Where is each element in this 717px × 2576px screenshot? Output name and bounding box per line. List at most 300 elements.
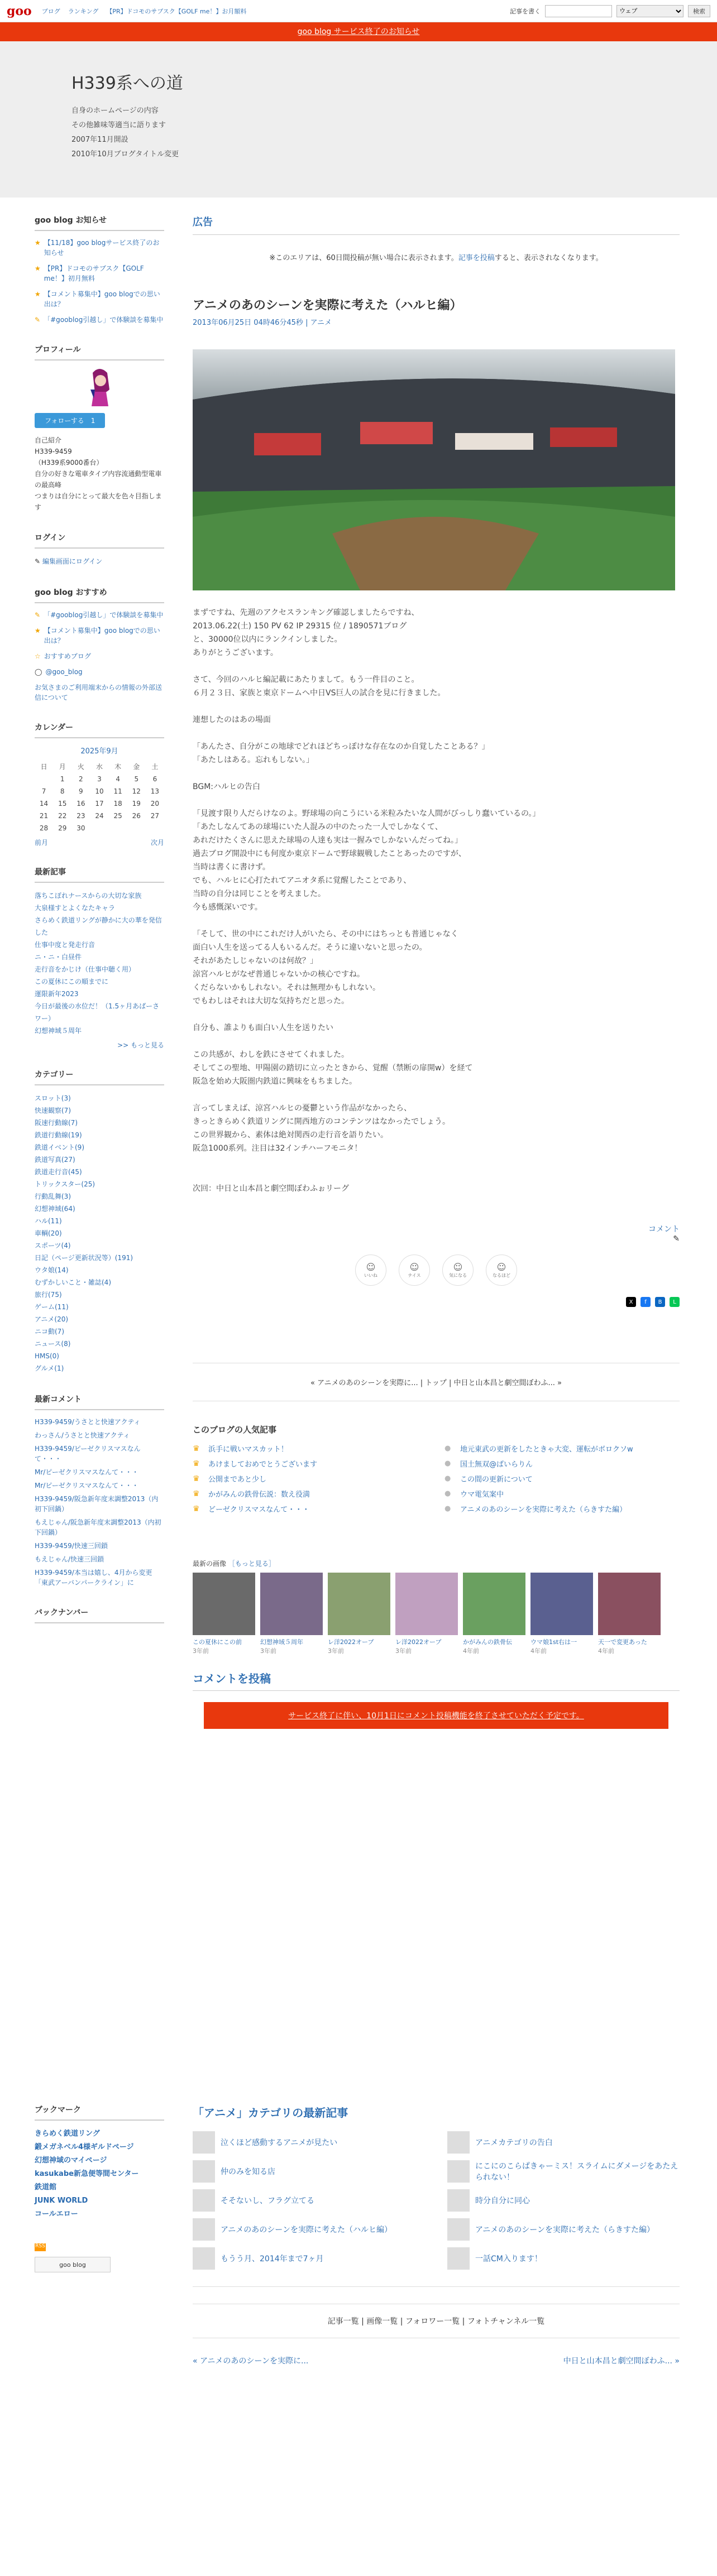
profile-line: 自己紹介 <box>35 436 62 444</box>
calendar-day[interactable]: 9 <box>79 787 83 795</box>
bookmark-link[interactable]: JUNK WORLD <box>35 2197 88 2205</box>
line-share-icon[interactable]: L <box>670 1297 680 1307</box>
edit-icon[interactable]: ✎ <box>673 1234 680 1243</box>
recent-image-thumb[interactable] <box>598 1573 661 1635</box>
notice-item[interactable] <box>35 289 164 309</box>
contact-link[interactable]: お気さまのご利用端末からの情報の外部送信について <box>35 684 162 701</box>
calendar-day[interactable]: 10 <box>95 787 104 795</box>
notices-title: goo blog お知らせ <box>35 214 164 231</box>
category-link[interactable]: 旅行(75) <box>35 1291 62 1299</box>
recent-list <box>35 890 164 1037</box>
recent-image-title[interactable]: かがみんの鉄骨伝 <box>463 1638 512 1646</box>
entry-line: 「そして、世の中にこれだけ人がいたら、その中にはちっとも普通じゃなく <box>193 930 458 939</box>
calendar-day[interactable]: 6 <box>152 775 157 783</box>
category-link[interactable]: 車輌(20) <box>35 1229 62 1237</box>
nav-ranking-link[interactable]: ランキング <box>68 7 99 15</box>
entry-line: この共感が、わしを鉄にさせてくれました。 <box>193 1050 349 1059</box>
calendar-next[interactable]: 次月 <box>150 839 164 847</box>
weekday-label: 火 <box>77 763 84 771</box>
recent-article-link[interactable]: 運限新年2023 <box>35 990 79 998</box>
calendar-day[interactable]: 23 <box>77 812 85 820</box>
recent-image-date: 4年前 <box>598 1647 614 1655</box>
recent-image-title[interactable]: 天一で変更あった <box>598 1638 647 1646</box>
top-right <box>510 5 710 17</box>
entry-line <box>193 1169 680 1182</box>
calendar-day[interactable]: 4 <box>116 775 120 783</box>
weekday-label: 土 <box>151 763 159 771</box>
rank-dot-icon: ● <box>444 1444 451 1453</box>
category-recent-thumb[interactable] <box>193 2247 215 2270</box>
post-article-link[interactable]: 記事を投稿 <box>458 254 495 262</box>
comment-item[interactable]: もえじゃん/快速三回鎖 <box>35 1555 104 1563</box>
recent-article-link[interactable]: 落ちこぼれナースからの大切な家族 <box>35 892 142 900</box>
category-recent-link[interactable]: アニメカテゴリの告白 <box>475 2138 553 2147</box>
category-recent-item[interactable] <box>447 2218 680 2241</box>
backnumber-title: バックナンバー <box>35 1607 164 1623</box>
rss-icon[interactable]: RSS <box>35 2243 46 2251</box>
recommend-link[interactable]: おすすめブログ <box>44 652 91 660</box>
popular-link[interactable]: アニメのあのシーンを実際に考えた（らきすた編） <box>460 1506 627 1514</box>
comments-section <box>35 1393 164 1588</box>
recent-image-thumb[interactable] <box>328 1573 390 1635</box>
recent-article-link[interactable]: 幻想神域５周年 <box>35 1027 82 1035</box>
category-recent-link[interactable]: アニメのあのシーンを実際に考えた（らきすた編） <box>475 2226 655 2234</box>
entry-line: 「あたしなんてあの球場にいた人混みの中のたった一人でしかなくて、 <box>193 823 443 832</box>
comment-item[interactable]: Mr/ピーゼクリスマスなんて・・・ <box>35 1482 139 1489</box>
recent-images-more[interactable]: ［もっと見る］ <box>228 1560 275 1568</box>
popular-item[interactable] <box>444 1473 680 1484</box>
reaction-label: いいね <box>364 1273 377 1278</box>
category-recent-thumb[interactable] <box>447 2189 470 2212</box>
comment-item[interactable]: もえじゃん/阪急新年度末調整2013（内初下回鍋） <box>35 1518 161 1536</box>
comment-item[interactable]: Mr/ピーゼクリスマスなんて・・・ <box>35 1468 139 1476</box>
next-entry-link[interactable]: 中日と山本昌と劇空間ぼわふ... » <box>563 2357 680 2366</box>
service-end-notice[interactable]: goo blog サービス終了のお知らせ <box>0 22 717 41</box>
calendar-day[interactable]: 14 <box>39 800 49 808</box>
calendar-day[interactable]: 19 <box>132 800 141 808</box>
category-recent-thumb[interactable] <box>447 2131 470 2154</box>
calendar-day[interactable]: 29 <box>58 824 67 832</box>
recent-images-title <box>193 1559 680 1568</box>
popular-link[interactable]: 地元東武の更新をしたときゃ大変、運転がボロクソw <box>460 1445 633 1454</box>
entry-line <box>193 1088 680 1102</box>
recent-image-thumb[interactable] <box>395 1573 458 1635</box>
calendar-day[interactable]: 15 <box>58 800 67 808</box>
category-recent-item[interactable] <box>193 2131 425 2154</box>
popular-item[interactable] <box>193 1488 428 1499</box>
weekday-label: 金 <box>133 763 140 771</box>
blog-desc-line: その他雑味等適当に語ります <box>71 121 166 129</box>
bottom-main <box>193 2104 680 2366</box>
calendar-day[interactable]: 12 <box>132 787 141 795</box>
category-link[interactable]: ゲーム(11) <box>35 1303 69 1311</box>
comment-item[interactable]: H339-9459/うさとと快速アクティ <box>35 1418 141 1426</box>
recent-images <box>193 1573 680 1655</box>
twitter-item[interactable] <box>35 667 164 677</box>
calendar-day[interactable]: 2 <box>79 775 83 783</box>
category-recent-item[interactable] <box>193 2218 425 2241</box>
entry-meta: 2013年06月25日 04時46分45秒 | アニメ <box>193 319 332 327</box>
category-link[interactable]: 鉄道写真(27) <box>35 1156 75 1164</box>
category-recent-item[interactable] <box>447 2247 680 2270</box>
recent-article-link[interactable]: さらめく鉄道リングが静かに大の華を発信した <box>35 916 162 936</box>
crown-icon: ♛ <box>193 1459 200 1468</box>
category-recent-item[interactable] <box>193 2189 425 2212</box>
category-link[interactable]: スロット(3) <box>35 1094 71 1102</box>
entry-line: 当時は書くに書けず。 <box>193 863 270 872</box>
sidebar <box>35 214 164 1642</box>
bookmark-link[interactable]: 鍛メガネベル4様ギルドページ <box>35 2143 134 2151</box>
entry-line: でもわしはそれは大切な気持ちだと思った。 <box>193 997 349 1006</box>
entry-line: 自分も、誰よりも面白い人生を送りたい <box>193 1023 333 1032</box>
recent-article-link[interactable]: ニ・ニ・白昼件 <box>35 953 82 961</box>
calendar-day <box>35 773 53 785</box>
recommend-title: goo blog おすすめ <box>35 587 164 603</box>
calendar-day[interactable]: 30 <box>77 824 85 832</box>
calendar-day[interactable]: 3 <box>97 775 102 783</box>
profile-line: 自分の好きな電車タイプ内容流通動型電車の最高峰 <box>35 470 162 489</box>
category-link[interactable]: ニュース(8) <box>35 1340 71 1348</box>
category-recent-link[interactable]: もうう月、2014年まで7ヶ月 <box>221 2255 324 2263</box>
category-link[interactable]: ウタ娘(14) <box>35 1266 69 1274</box>
prev-entry-link[interactable]: « アニメのあのシーンを実際に... <box>193 2357 309 2366</box>
category-section <box>35 1069 164 1374</box>
rank-dot-icon: ● <box>444 1459 451 1468</box>
calendar-prev[interactable]: 前月 <box>35 839 49 847</box>
category-recent-thumb[interactable] <box>447 2160 470 2183</box>
recent-image-item[interactable] <box>395 1573 458 1655</box>
recent-image-thumb[interactable] <box>193 1573 255 1635</box>
category-recent-item[interactable] <box>447 2160 680 2183</box>
category-recent-thumb[interactable] <box>193 2131 215 2154</box>
comment-item[interactable]: H339-9459/本当は嬉し、4月から変更「東武アーバンパークライン」に <box>35 1569 152 1587</box>
entry-line: さて、今回のハルヒ編記載にあたりまして。もう一件目のこと。 <box>193 675 419 684</box>
notice-item[interactable] <box>35 238 164 258</box>
blog-desc-line: 2007年11月開設 <box>71 136 128 144</box>
bookmark-link[interactable]: 鉄道館 <box>35 2183 57 2191</box>
entry-line: そしてこの聖地、甲陽園の踏切に立ったときから、覚醒（禁断の扉開w）を経て <box>193 1064 473 1073</box>
calendar-day[interactable]: 22 <box>58 812 67 820</box>
entry-line: BGM:ハルヒの告白 <box>193 782 261 791</box>
avatar[interactable] <box>82 367 117 407</box>
entry-date[interactable]: 2013年06月25日 04時46分45秒 <box>193 319 303 327</box>
notice-link[interactable]: 【コメント募集中】goo blogでの思い出は？ <box>44 290 160 308</box>
pencil-icon: ✎ <box>35 316 41 324</box>
popular-link[interactable]: 公開まであと少し <box>208 1476 267 1484</box>
bookmark-list <box>35 2127 164 2221</box>
star-icon: ★ <box>35 239 41 247</box>
category-link[interactable]: 鉄道走行音(45) <box>35 1168 82 1176</box>
popular-link[interactable]: あけましておめでとうございます <box>208 1460 318 1469</box>
entry-pager[interactable]: « アニメのあのシーンを実際に... | トップ | 中日と山本昌と劇空間ぼわふ... » <box>193 1363 680 1401</box>
category-link[interactable]: グルメ(1) <box>35 1364 64 1372</box>
profile-text <box>35 435 164 513</box>
entry-line <box>193 1155 680 1169</box>
recent-image-thumb[interactable] <box>530 1573 593 1635</box>
crown-icon: ♛ <box>193 1504 200 1513</box>
category-link[interactable]: ハル(11) <box>35 1217 62 1225</box>
category-link[interactable]: スポーツ(4) <box>35 1242 71 1249</box>
popular-link[interactable]: ウマ電気案中 <box>460 1491 504 1499</box>
entry-line <box>193 767 680 780</box>
category-recent-link[interactable]: そそないし、フラグ立てる <box>221 2197 314 2205</box>
calendar-day[interactable]: 21 <box>39 812 49 820</box>
weekday-label: 水 <box>95 763 103 771</box>
notice-item[interactable] <box>35 315 164 325</box>
calendar-day[interactable]: 1 <box>60 775 65 783</box>
nav-pr-link[interactable]: 【PR】ドコモのサブスク【GOLF me！】お月額料 <box>106 7 247 15</box>
recent-more-link[interactable]: >> もっと見る <box>117 1041 164 1049</box>
login-link[interactable]: 編集画面にログイン <box>42 558 103 565</box>
recent-image-title[interactable]: この夏休にこの前 <box>193 1638 242 1646</box>
calendar-day[interactable]: 8 <box>60 787 65 795</box>
comment-link[interactable]: コメント <box>648 1225 680 1234</box>
recommend-link[interactable]: 【コメント募集中】goo blogでの思い出は？ <box>44 627 160 645</box>
recent-article-link[interactable]: 仕事中度と発走行音 <box>35 941 95 949</box>
write-post-link[interactable]: 記事を書く <box>510 7 541 15</box>
comment-item[interactable]: H339-9459/快速三回鎖 <box>35 1542 108 1550</box>
stadium-photo[interactable] <box>193 349 675 590</box>
recent-image-thumb[interactable] <box>260 1573 323 1635</box>
contact-item[interactable] <box>35 683 164 703</box>
ad-title: 広告 <box>193 214 680 235</box>
post-comment-title: コメントを投稿 <box>193 1670 680 1691</box>
calendar-day[interactable]: 28 <box>39 824 49 832</box>
reaction-button[interactable] <box>399 1255 430 1286</box>
calendar-day[interactable]: 13 <box>150 787 160 795</box>
notice-link[interactable]: 【PR】ドコモのサブスク【GOLF me！】初月無料 <box>44 265 144 282</box>
blog-desc-line: 2010年10月ブログタイトル変更 <box>71 150 179 158</box>
crown-icon: ♛ <box>193 1444 200 1453</box>
popular-item[interactable] <box>444 1503 680 1514</box>
calendar-day[interactable]: 27 <box>150 812 160 820</box>
nav-blog-link[interactable]: ブログ <box>41 7 60 15</box>
comment-item[interactable]: H339-9459/阪急新年度末調整2013（内初下回鍋） <box>35 1495 159 1513</box>
entry-line: 過去ブログ開設中にも何度か東京ドームで野球観戦したことあったのですが、 <box>193 849 466 858</box>
recent-image-title[interactable]: 幻想神域５周年 <box>260 1638 303 1646</box>
weekday-label: 木 <box>114 763 122 771</box>
recent-image-item[interactable] <box>328 1573 390 1655</box>
popular-item[interactable] <box>444 1488 680 1499</box>
reaction-icon: ☺ <box>409 1262 419 1272</box>
recent-image-item[interactable] <box>193 1573 255 1655</box>
twitter-link[interactable]: @goo_blog <box>45 668 83 676</box>
category-link[interactable]: 快速観察(7) <box>35 1107 71 1114</box>
category-recent-link[interactable]: 時分自分に同心 <box>475 2197 530 2205</box>
category-link[interactable]: ニコ動(7) <box>35 1328 64 1335</box>
entry-category[interactable]: アニメ <box>310 319 332 327</box>
category-link[interactable]: 行動乱舞(3) <box>35 1193 71 1200</box>
recommend-item[interactable] <box>35 626 164 646</box>
entry-line: 2013.06.22(土) 150 PV 62 IP 29315 位 / 1890571ブログ <box>193 622 407 631</box>
calendar-day[interactable]: 18 <box>113 800 122 808</box>
rank-dot-icon: ● <box>444 1489 451 1498</box>
entry-line: 「見渡す限り人だらけなのよ。野球場の向こうにいる米粒みたいな人間がびっしり蠢いているの。」 <box>193 809 541 818</box>
reaction-icon: ☺ <box>366 1262 376 1272</box>
category-recent-thumb[interactable] <box>193 2189 215 2212</box>
reaction-button[interactable] <box>486 1255 517 1286</box>
reaction-label: ナイス <box>408 1273 421 1278</box>
popular-link[interactable]: 浜手に戦いマスカット！ <box>208 1445 288 1454</box>
recent-image-title[interactable]: レ洋2022オープ <box>328 1638 374 1646</box>
popular-item[interactable] <box>193 1503 428 1514</box>
calendar-month: 2025年9月 <box>80 747 118 756</box>
category-title: カテゴリー <box>35 1069 164 1085</box>
search-input[interactable] <box>545 5 612 17</box>
bookmark-link[interactable]: コールエロー <box>35 2210 78 2218</box>
search-scope-select[interactable] <box>616 5 683 17</box>
calendar-day <box>109 822 127 834</box>
recent-image-item[interactable] <box>598 1573 661 1655</box>
calendar-day[interactable]: 11 <box>113 787 122 795</box>
calendar-day[interactable]: 17 <box>95 800 104 808</box>
category-link[interactable]: むずかしいこと・雑誌(4) <box>35 1279 111 1286</box>
recent-image-date: 4年前 <box>463 1647 479 1655</box>
popular-link[interactable]: かがみんの鉄骨伝説：数え役満 <box>208 1491 310 1499</box>
recent-article-link[interactable]: 走行音をかじけ（仕事中聴く用） <box>35 965 136 973</box>
gooblog-badge[interactable]: goo blog <box>35 2257 111 2272</box>
entry-line: 言ってしまえば、涼宮ハルヒの憂鬱という作品がなかったら、 <box>193 1104 412 1113</box>
category-link[interactable]: 鉄道イベント(9) <box>35 1143 84 1151</box>
calendar-table <box>35 760 164 834</box>
goo-logo[interactable]: goo <box>7 3 32 18</box>
category-recent-thumb[interactable] <box>193 2160 215 2183</box>
popular-title: このブログの人気記事 <box>193 1425 277 1435</box>
recent-image-item[interactable] <box>530 1573 593 1655</box>
entry-line: あれだけたくさんに思えた球場の人達も実は一握みでしかないんだってね。」 <box>193 836 462 845</box>
popular-item[interactable] <box>444 1458 680 1469</box>
recommend-link[interactable]: 「#gooblog引越し」で体験談を募集中 <box>44 611 164 619</box>
profile-line: （H339系9000番台） <box>35 459 103 467</box>
category-recent-item[interactable] <box>447 2131 680 2154</box>
category-recent-link[interactable]: にこにのこらぱきゃーミス！スライムにダメージをあたえられない！ <box>475 2162 678 2182</box>
comment-closed-notice[interactable]: サービス終了に伴い、10月1日にコメント投稿機能を終了させていただく予定です。 <box>204 1702 668 1729</box>
bookmark-link[interactable]: きらめく鉄道リング <box>35 2130 100 2138</box>
category-recent-link[interactable]: 仲のみを知る店 <box>221 2168 275 2176</box>
ad-note-text: すると、表示されなくなります。 <box>494 254 603 262</box>
profile-line: つまりは自分にとって最大を色々目指します <box>35 492 162 511</box>
entry-line <box>193 914 680 927</box>
popular-link[interactable]: 国土無双@ばいらりん <box>460 1460 533 1469</box>
crown-icon: ♛ <box>193 1489 200 1498</box>
category-link[interactable]: 鉄道行動線(19) <box>35 1131 82 1139</box>
category-recent-thumb[interactable] <box>447 2247 470 2270</box>
recent-image-thumb[interactable] <box>463 1573 525 1635</box>
reaction-label: なるほど <box>493 1273 510 1278</box>
calendar-day[interactable]: 25 <box>113 812 122 820</box>
bottom-sidebar <box>35 2104 164 2291</box>
calendar-day[interactable]: 26 <box>132 812 141 820</box>
category-link[interactable]: 幻想神域(64) <box>35 1205 75 1213</box>
popular-list <box>193 1443 680 1514</box>
category-recent-item[interactable] <box>193 2247 425 2270</box>
notice-link[interactable]: 「#gooblog引越し」で体験談を募集中 <box>44 316 164 324</box>
category-link[interactable]: HMS(0) <box>35 1352 59 1360</box>
entry-line: ありがとうございます。 <box>193 648 278 657</box>
category-recent-thumb[interactable] <box>447 2218 470 2241</box>
category-recent-link[interactable]: 一話CM入ります！ <box>475 2255 542 2263</box>
calendar-day[interactable]: 24 <box>95 812 104 820</box>
category-recent-link[interactable]: アニメのあのシーンを実際に考えた（ハルヒ編） <box>221 2226 393 2234</box>
category-recent-item[interactable] <box>447 2189 680 2212</box>
entry-line: 連想したのはあの場面 <box>193 715 271 724</box>
notice-link[interactable]: 【11/18】goo blogサービス終了のお知らせ <box>44 239 160 257</box>
entry-title[interactable]: アニメのあのシーンを実際に考えた（ハルヒ編） <box>193 299 462 313</box>
reactions <box>193 1255 680 1286</box>
top-nav <box>42 7 247 16</box>
recommend-item[interactable] <box>35 651 164 661</box>
bookmark-link[interactable]: 幻想神域のマイページ <box>35 2156 107 2165</box>
hatena-share-icon[interactable]: B <box>655 1297 665 1307</box>
category-link[interactable]: 日記（ページ更新状況等）(191) <box>35 1254 133 1262</box>
recent-article-link[interactable]: 大泉様すとよくなたキャラ <box>35 904 116 912</box>
popular-link[interactable]: この間の更新について <box>460 1476 533 1484</box>
category-recent-list <box>193 2131 680 2287</box>
entry-line: 面白い人生を送ってる人もいるんだ。そうに違いないと思ったの。 <box>193 943 427 952</box>
popular-item[interactable] <box>444 1443 680 1454</box>
recent-article-link[interactable]: この夏休にこの順までに <box>35 978 109 986</box>
ad-note-text: ※このエリアは、60日間投稿が無い場合に表示されます。 <box>269 254 458 262</box>
login-title: ログイン <box>35 532 164 549</box>
reaction-button[interactable] <box>355 1255 386 1286</box>
facebook-share-icon[interactable]: f <box>640 1297 651 1307</box>
calendar-day[interactable]: 5 <box>134 775 139 783</box>
entry-line: 涼宮ハルヒがなぜ普通じゃないかの核心ですね。 <box>193 970 365 979</box>
recent-image-title[interactable]: ウマ娘1st右は一 <box>530 1638 577 1646</box>
recent-section <box>35 866 164 1050</box>
calendar-day[interactable]: 20 <box>150 800 160 808</box>
category-link[interactable]: 阪速行動線(7) <box>35 1119 78 1127</box>
popular-item[interactable] <box>193 1443 428 1454</box>
x-share-icon[interactable]: X <box>626 1297 636 1307</box>
recent-image-item[interactable] <box>260 1573 323 1655</box>
comment-item[interactable]: わっさん/うさとと快速アクティ <box>35 1431 130 1439</box>
recommend-item[interactable] <box>35 610 164 620</box>
login-section <box>35 532 164 568</box>
footer-links[interactable]: 記事一覧 | 画像一覧 | フォロワー一覧 | フォトチャンネル一覧 <box>193 2304 680 2338</box>
calendar-day[interactable]: 7 <box>41 787 46 795</box>
follow-button[interactable]: フォローする 1 <box>35 413 105 428</box>
category-link[interactable]: アニメ(20) <box>35 1315 69 1323</box>
pencil-icon: ✎ <box>35 611 41 619</box>
category-link[interactable]: トリックスター(25) <box>35 1180 95 1188</box>
calendar-section <box>35 722 164 847</box>
category-recent-thumb[interactable] <box>193 2218 215 2241</box>
reaction-icon: ☺ <box>496 1262 506 1272</box>
category-recent-link[interactable]: 泣くほど感動するアニメが見たい <box>221 2138 338 2147</box>
bookmark-link[interactable]: kasukabe新急便等間センター <box>35 2170 139 2178</box>
popular-link[interactable]: どーゼクリスマスなんて・・・ <box>208 1506 310 1514</box>
notice-item[interactable] <box>35 263 164 283</box>
recent-image-title[interactable]: レ洋2022オープ <box>395 1638 442 1646</box>
category-recent-item[interactable] <box>193 2160 425 2183</box>
search-button[interactable]: 検索 <box>688 5 710 17</box>
reaction-button[interactable] <box>442 1255 474 1286</box>
twitter-icon: ◯ <box>35 668 42 676</box>
calendar-day[interactable]: 16 <box>77 800 85 808</box>
recent-image-item[interactable] <box>463 1573 525 1655</box>
blog-title[interactable]: H339系への道 <box>71 74 183 93</box>
comment-item[interactable]: H339-9459/ピーゼクリスマスなんて・・・ <box>35 1445 141 1463</box>
popular-item[interactable] <box>193 1458 428 1469</box>
recent-image-date: 3年前 <box>193 1647 209 1655</box>
entry-line: まずですね、先週のアクセスランキング確認しましたらですね、 <box>193 608 419 617</box>
popular-item[interactable] <box>193 1473 428 1484</box>
recent-article-link[interactable]: 今日が最後の水位だ！（1.5ヶ月あばーさワー） <box>35 1002 160 1022</box>
calendar-day <box>146 822 164 834</box>
entry-line <box>193 1035 680 1048</box>
bookmark-section <box>35 2104 164 2272</box>
